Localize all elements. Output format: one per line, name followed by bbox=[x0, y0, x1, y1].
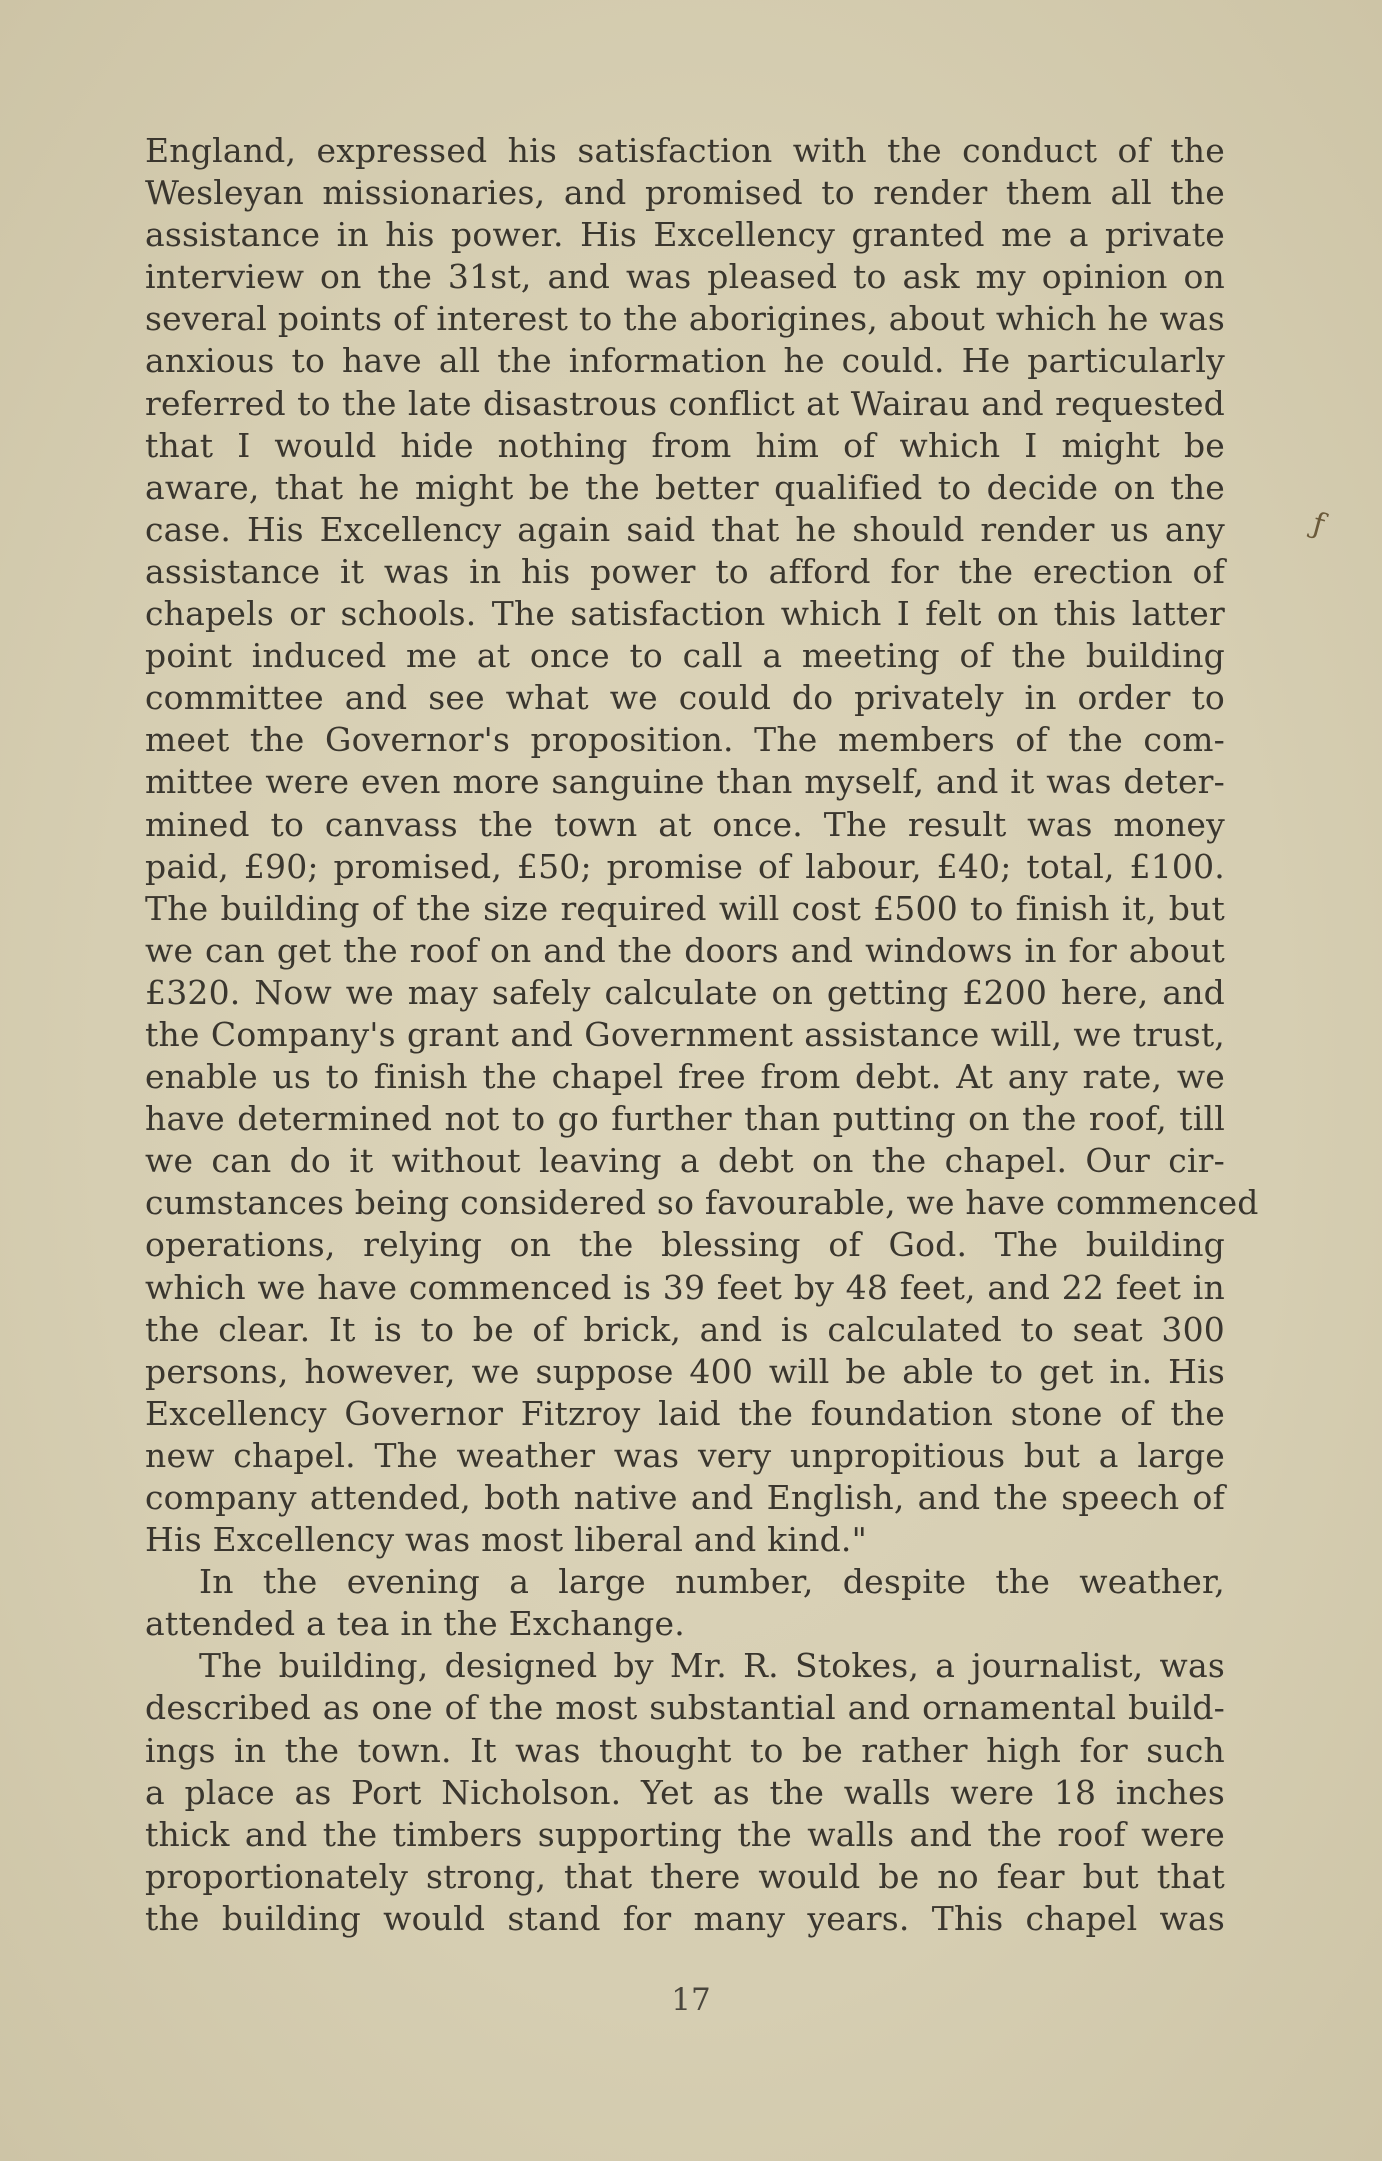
text-line: have determined not to go further than putting on the roof, till bbox=[145, 1099, 1225, 1139]
text-line: assistance in his power. His Excellency granted me a private bbox=[145, 215, 1225, 255]
text-line: the Company's grant and Government assistance will, we trust, bbox=[145, 1014, 1225, 1054]
text-line: point induced me at once to call a meeting of the building bbox=[145, 636, 1225, 676]
text-line: enable us to finish the chapel free from debt. At any rate, we bbox=[145, 1057, 1225, 1097]
text-line: Excellency Governor Fitzroy laid the foundation stone of the bbox=[145, 1393, 1225, 1433]
text-line: aware, that he might be the better qualified to decide on the bbox=[145, 467, 1225, 507]
text-line: several points of interest to the aborigines, about which he was bbox=[145, 299, 1225, 339]
text-line: The building, designed by Mr. R. Stokes, a journalist, was bbox=[199, 1646, 1225, 1686]
text-line: case. His Excellency again said that he should render us any bbox=[145, 509, 1225, 549]
text-line: attended a tea in the Exchange. bbox=[145, 1604, 685, 1644]
text-line: operations, relying on the blessing of God. The building bbox=[145, 1225, 1225, 1265]
text-line: persons, however, we suppose 400 will be able to get in. His bbox=[145, 1351, 1225, 1391]
text-line: we can get the roof on and the doors and windows in for about bbox=[145, 930, 1225, 970]
text-line: mined to canvass the town at once. The result was money bbox=[145, 804, 1225, 844]
text-line: ings in the town. It was thought to be rather high for such bbox=[145, 1730, 1225, 1770]
text-line: new chapel. The weather was very unpropitious but a large bbox=[145, 1435, 1225, 1475]
body-text bbox=[145, 130, 1259, 1940]
text-line: chapels or schools. The satisfaction which I felt on this latter bbox=[145, 594, 1225, 634]
text-line: The building of the size required will cost £500 to finish it, but bbox=[145, 888, 1225, 928]
text-line: committee and see what we could do privately in order to bbox=[145, 678, 1225, 718]
text-line: that I would hide nothing from him of which I might be bbox=[145, 425, 1225, 465]
text-line: thick and the timbers supporting the walls and the roof were bbox=[145, 1814, 1225, 1854]
text-line: a place as Port Nicholson. Yet as the walls were 18 inches bbox=[145, 1772, 1225, 1812]
text-line: assistance it was in his power to afford for the erection of bbox=[145, 551, 1225, 591]
text-line: anxious to have all the information he could. He particularly bbox=[145, 341, 1225, 381]
text-line: paid, £90; promised, £50; promise of labour, £40; total, £100. bbox=[145, 846, 1225, 886]
text-line: referred to the late disastrous conflict at Wairau and requested bbox=[145, 383, 1225, 423]
text-line: £320. Now we may safely calculate on getting £200 here, and bbox=[145, 972, 1225, 1012]
page-number: 17 bbox=[671, 1982, 711, 2018]
text-line: In the evening a large number, despite the weather, bbox=[199, 1562, 1225, 1602]
text-line: company attended, both native and English, and the speech of bbox=[145, 1478, 1225, 1517]
text-line: we can do it without leaving a debt on the chapel. Our cir- bbox=[145, 1141, 1225, 1181]
text-line: the building would stand for many years. This chapel was bbox=[145, 1898, 1225, 1938]
text-line: Wesleyan missionaries, and promised to render them all the bbox=[145, 173, 1225, 213]
text-line: interview on the 31st, and was pleased to ask my opinion on bbox=[145, 257, 1225, 297]
text-line: described as one of the most substantial and ornamental build- bbox=[145, 1688, 1225, 1728]
text-line: mittee were even more sanguine than myself, and it was deter- bbox=[145, 762, 1225, 802]
text-line: meet the Governor's proposition. The members of the com- bbox=[145, 720, 1225, 760]
text-line: His Excellency was most liberal and kind." bbox=[145, 1520, 867, 1560]
text-line: the clear. It is to be of brick, and is calculated to seat 300 bbox=[145, 1309, 1225, 1349]
margin-ink-mark: ƒ bbox=[1308, 506, 1329, 543]
text-line: which we have commenced is 39 feet by 48 feet, and 22 feet in bbox=[145, 1267, 1225, 1307]
text-line: cumstances being considered so favourable, we have commenced bbox=[145, 1183, 1259, 1223]
text-line: proportionately strong, that there would be no fear but that bbox=[145, 1856, 1225, 1896]
text-line: England, expressed his satisfaction with the conduct of the bbox=[145, 131, 1225, 170]
